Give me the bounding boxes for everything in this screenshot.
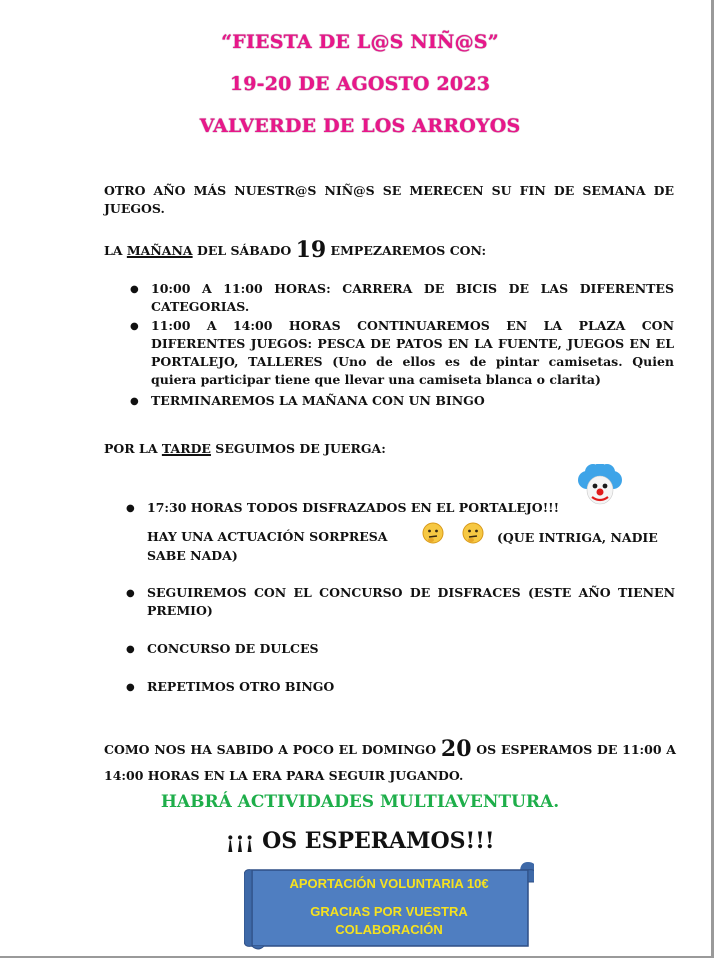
sunday-post: OS ESPERAMOS DE 11:00 A 14:00 HORAS EN LA ERA PARA SEGUIR JUGANDO. [104, 742, 677, 783]
bullet: ● [130, 284, 139, 295]
afternoon-heading [104, 440, 684, 458]
afternoon-item-1-line2a: HAY UNA ACTUACIÓN SORPRESA [147, 529, 388, 544]
afternoon-item-2: SEGUIREMOS CON EL CONCURSO DE DISFRACES (ESTE AÑO TIENEN PREMIO) [147, 585, 675, 618]
thinking-face-emoji-icon [461, 521, 485, 545]
thanks-line2: COLABORACIÓN [335, 922, 443, 937]
afternoon-item-4: REPETIMOS OTRO BINGO [147, 679, 335, 694]
afternoon-item-1-line3: SABE NADA) [147, 548, 238, 563]
title-village: VALVERDE DE LOS ARROYOS [199, 115, 521, 137]
bullet: ● [126, 644, 135, 655]
intro-paragraph: OTRO AÑO MÁS NUESTR@S NIÑ@S SE MERECEN SU FIN DE SEMANA DE JUEGOS. [104, 183, 674, 216]
afternoon-post: SEGUIMOS DE JUERGA: [210, 441, 386, 456]
morning-underlined: MAÑANA [126, 243, 193, 258]
afternoon-pre: POR LA [104, 441, 162, 456]
title-event-name: “FIESTA DE L@S NIÑ@S” [221, 31, 499, 53]
activities-line: HABRÁ ACTIVIDADES MULTIAVENTURA. [160, 792, 560, 812]
afternoon-underlined: TARDE [161, 441, 211, 456]
morning-mid: DEL SÁBADO [192, 243, 296, 258]
afternoon-item-1-line1: 17:30 HORAS TODOS DISFRAZADOS EN EL PORTALEJO!!! [147, 500, 560, 515]
sunday-pre: COMO NOS HA SABIDO A POCO EL DOMINGO [104, 742, 441, 757]
morning-day: 19 [295, 237, 327, 263]
thinking-face-emoji-icon [421, 521, 445, 545]
bullet: ● [126, 503, 135, 514]
bullet: ● [126, 682, 135, 693]
morning-item-2: 11:00 A 14:00 HORAS CONTINUAREMOS EN LA PLAZA CON DIFERENTES JUEGOS: PESCA DE PATOS EN LA FUENTE, JUEGOS EN EL PORTALEJO, TALLERES (Uno de ellos es de pintar camisetas. Quien quiera participar tiene que llevar una camiseta blanca o clarita) [151, 318, 674, 387]
bullet: ● [130, 396, 139, 407]
afternoon-item-3: CONCURSO DE DULCES [147, 641, 319, 656]
clown-emoji-icon [577, 464, 623, 508]
thanks-line1: GRACIAS POR VUESTRA [310, 904, 468, 919]
morning-item-3: TERMINAREMOS LA MAÑANA CON UN BINGO [151, 393, 485, 408]
morning-pre: LA [104, 243, 127, 258]
closing-line: ¡¡¡ OS ESPERAMOS!!! [225, 828, 495, 854]
sunday-day: 20 [440, 736, 472, 762]
morning-item-1: 10:00 A 11:00 HORAS: CARRERA DE BICIS DE LAS DIFERENTES CATEGORIAS. [151, 281, 674, 314]
morning-heading [104, 237, 684, 263]
morning-post: EMPEZAREMOS CON: [326, 243, 487, 258]
afternoon-item-1-line2b: (QUE INTRIGA, NADIE [497, 530, 658, 545]
donation-amount: APORTACIÓN VOLUNTARIA 10€ [289, 876, 489, 891]
title-dates: 19-20 DE AGOSTO 2023 [229, 73, 491, 95]
sunday-paragraph [104, 736, 676, 789]
bullet: ● [126, 588, 135, 599]
bullet: ● [130, 321, 139, 332]
